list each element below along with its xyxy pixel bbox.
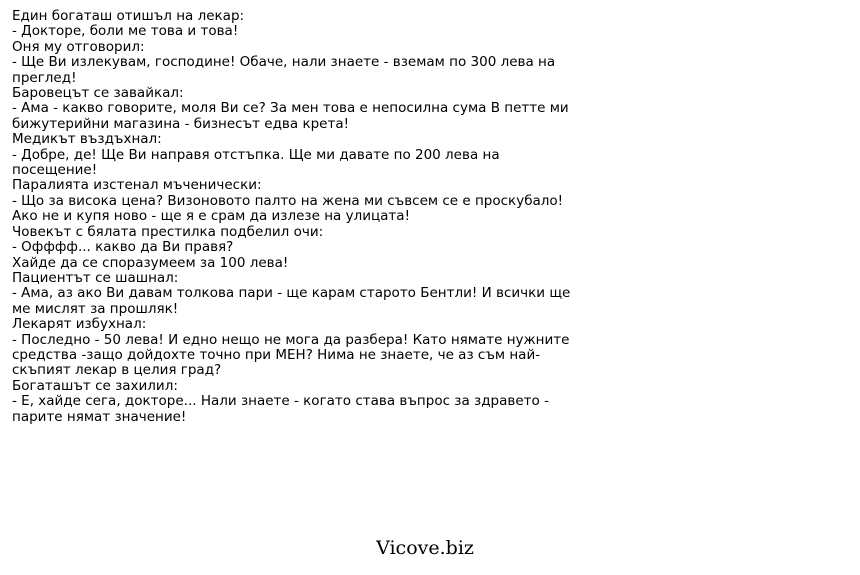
joke-line: Баровецът се завайкал: xyxy=(12,85,184,102)
joke-line: Ако не и купя ново - ще я е срам да излезе на улицата! xyxy=(12,208,410,225)
joke-line: - Ама - какво говорите, моля Ви се? За мен това е непосилна сума В петте ми бижутерийни магазина - бизнесът едва крета! xyxy=(12,100,569,132)
joke-line: - Офффф... какво да Ви правя? xyxy=(12,239,234,256)
joke-line: Оня му отговорил: xyxy=(12,38,145,55)
joke-line: Богаташът се захилил: xyxy=(12,377,178,394)
joke-line: Паралията изстенал мъченически: xyxy=(12,177,262,194)
joke-line: - Последно - 50 лева! И едно нещо не мога да разбера! Като нямате нужните средства -защо дойдохте точно при МЕН? Нима не знаете, че аз съм най-скъпият лекар в целия град? xyxy=(12,331,570,379)
joke-line: Един богаташ отишъл на лекар: xyxy=(12,8,245,24)
joke-line: - Ще Ви излекувам, господине! Обаче, нали знаете - вземам по 300 лева на преглед! xyxy=(12,54,556,86)
joke-line: Медикът въздъхнал: xyxy=(12,131,162,148)
joke-line: - Ама, аз ако Ви давам толкова пари - ще карам старото Бентли! И всички ще ме мислят за прошляк! xyxy=(12,285,571,317)
joke-text xyxy=(12,9,582,425)
joke-line: - Докторе, боли ме това и това! xyxy=(12,23,239,40)
joke-line: - Е, хайде сега, докторе... Нали знаете - когато става въпрос за здравето - парите нямат значение! xyxy=(12,393,549,425)
joke-line: Пациентът се шашнал: xyxy=(12,269,179,286)
joke-line: Човекът с бялата престилка подбелил очи: xyxy=(12,223,324,240)
joke-line: Хайде да се споразумеем за 100 лева! xyxy=(12,254,289,271)
site-watermark: Vicove.biz xyxy=(376,537,474,559)
joke-line: - Добре, де! Ще Ви направя отстъпка. Ще ми давате по 200 лева на посещение! xyxy=(12,146,500,179)
joke-line: - Що за висока цена? Визоновото палто на жена ми съвсем се е проскубало! xyxy=(12,192,564,209)
joke-line: Лекарят избухнал: xyxy=(12,316,147,333)
